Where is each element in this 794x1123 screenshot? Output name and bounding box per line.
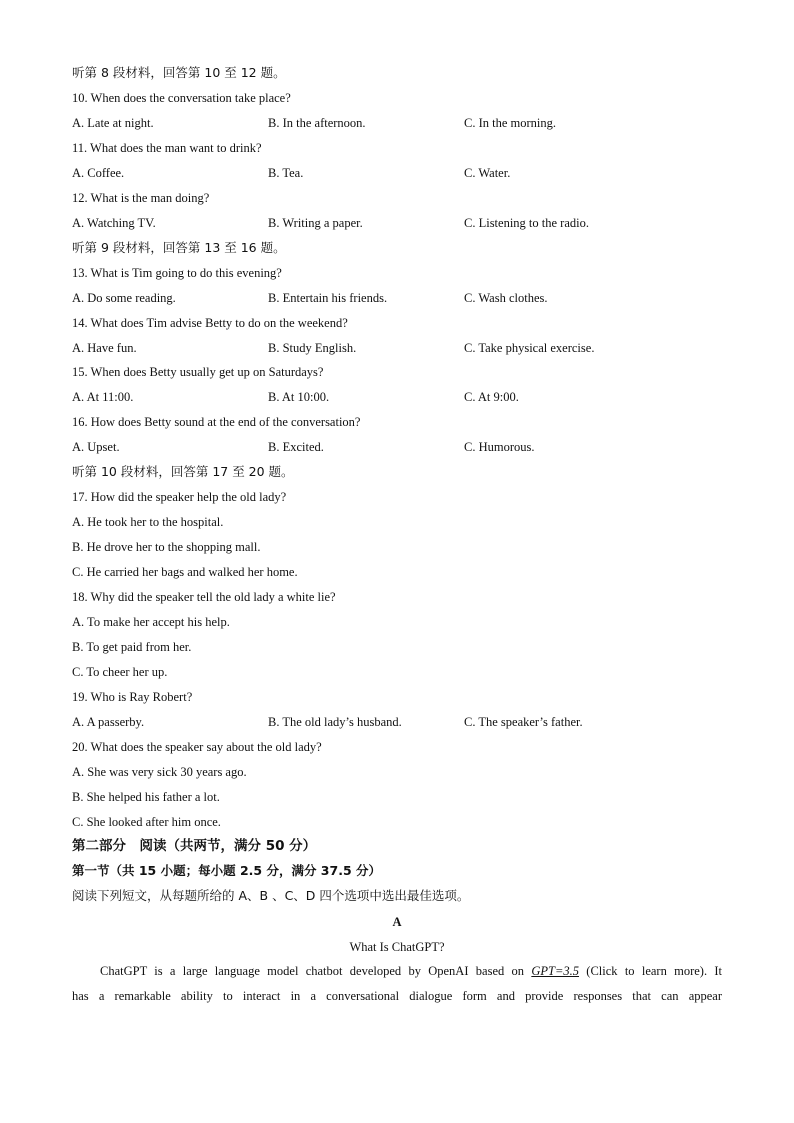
q15-option-c: C. At 9:00.	[464, 390, 519, 404]
q10-option-a: A. Late at night.	[72, 116, 154, 130]
section-8-instruction: 听第 8 段材料，回答第 10 至 12 题。	[72, 65, 286, 80]
question-15: 15. When does Betty usually get up on Saturdays?	[72, 365, 324, 379]
question-16: 16. How does Betty sound at the end of the conversation?	[72, 415, 361, 429]
q13-option-c: C. Wash clothes.	[464, 291, 548, 305]
passage-letter: A	[392, 915, 402, 929]
question-20: 20. What does the speaker say about the old lady?	[72, 740, 322, 754]
passage-title: What Is ChatGPT?	[349, 940, 445, 954]
question-10: 10. When does the conversation take place?	[72, 91, 291, 105]
q12-option-a: A. Watching TV.	[72, 216, 156, 230]
q16-option-b: B. Excited.	[268, 440, 324, 454]
question-12: 12. What is the man doing?	[72, 191, 210, 205]
gpt-link[interactable]: GPT=3.5	[531, 964, 580, 978]
q20-option-c: C. She looked after him once.	[72, 815, 221, 829]
q14-option-a: A. Have fun.	[72, 341, 137, 355]
q18-option-c: C. To cheer her up.	[72, 665, 168, 679]
q17-option-b: B. He drove her to the shopping mall.	[72, 540, 261, 554]
q20-option-a: A. She was very sick 30 years ago.	[72, 765, 247, 779]
q14-option-b: B. Study English.	[268, 341, 357, 355]
q17-option-c: C. He carried her bags and walked her home.	[72, 565, 298, 579]
part-2-title: 第二部分 阅读（共两节，满分 50 分）	[72, 838, 317, 854]
q18-option-a: A. To make her accept his help.	[72, 615, 230, 629]
q18-option-b: B. To get paid from her.	[72, 640, 192, 654]
question-19: 19. Who is Ray Robert?	[72, 690, 193, 704]
para-text-end: (Click to learn more). It	[579, 964, 723, 978]
q17-option-a: A. He took her to the hospital.	[72, 515, 224, 529]
q16-option-c: C. Humorous.	[464, 440, 535, 454]
q12-option-b: B. Writing a paper.	[268, 216, 363, 230]
section-9-instruction: 听第 9 段材料，回答第 13 至 16 题。	[72, 240, 286, 255]
q15-option-a: A. At 11:00.	[72, 390, 134, 404]
q11-option-a: A. Coffee.	[72, 166, 125, 180]
q11-option-c: C. Water.	[464, 166, 511, 180]
q14-option-c: C. Take physical exercise.	[464, 341, 595, 355]
q19-option-a: A. A passerby.	[72, 715, 145, 729]
q10-option-b: B. In the afternoon.	[268, 116, 366, 130]
reading-instruction: 阅读下列短文，从每题所给的 A、B 、C、D 四个选项中选出最佳选项。	[72, 888, 470, 903]
q19-option-b: B. The old lady’s husband.	[268, 715, 402, 729]
q15-option-b: B. At 10:00.	[268, 390, 330, 404]
question-11: 11. What does the man want to drink?	[72, 141, 262, 155]
passage-paragraph-line-1	[72, 963, 722, 979]
q11-option-b: B. Tea.	[268, 166, 304, 180]
q10-option-c: C. In the morning.	[464, 116, 557, 130]
question-14: 14. What does Tim advise Betty to do on the weekend?	[72, 316, 348, 330]
q19-option-c: C. The speaker’s father.	[464, 715, 583, 729]
q16-option-a: A. Upset.	[72, 440, 120, 454]
question-13: 13. What is Tim going to do this evening?	[72, 266, 282, 280]
q13-option-a: A. Do some reading.	[72, 291, 176, 305]
para-text-start: ChatGPT is a large language model chatbot developed by OpenAI based on	[100, 964, 532, 978]
question-18: 18. Why did the speaker tell the old lady a white lie?	[72, 590, 336, 604]
section-10-instruction: 听第 10 段材料，回答第 17 至 20 题。	[72, 464, 294, 479]
q12-option-c: C. Listening to the radio.	[464, 216, 589, 230]
q20-option-b: B. She helped his father a lot.	[72, 790, 220, 804]
question-17: 17. How did the speaker help the old lady?	[72, 490, 287, 504]
part-2-section-1-heading: 第一节（共 15 小题；每小题 2.5 分，满分 37.5 分）	[72, 863, 381, 878]
q13-option-b: B. Entertain his friends.	[268, 291, 388, 305]
passage-paragraph-line-2: has a remarkable ability to interact in a conversational dialogue form and provide responses that can appear	[72, 989, 722, 1003]
